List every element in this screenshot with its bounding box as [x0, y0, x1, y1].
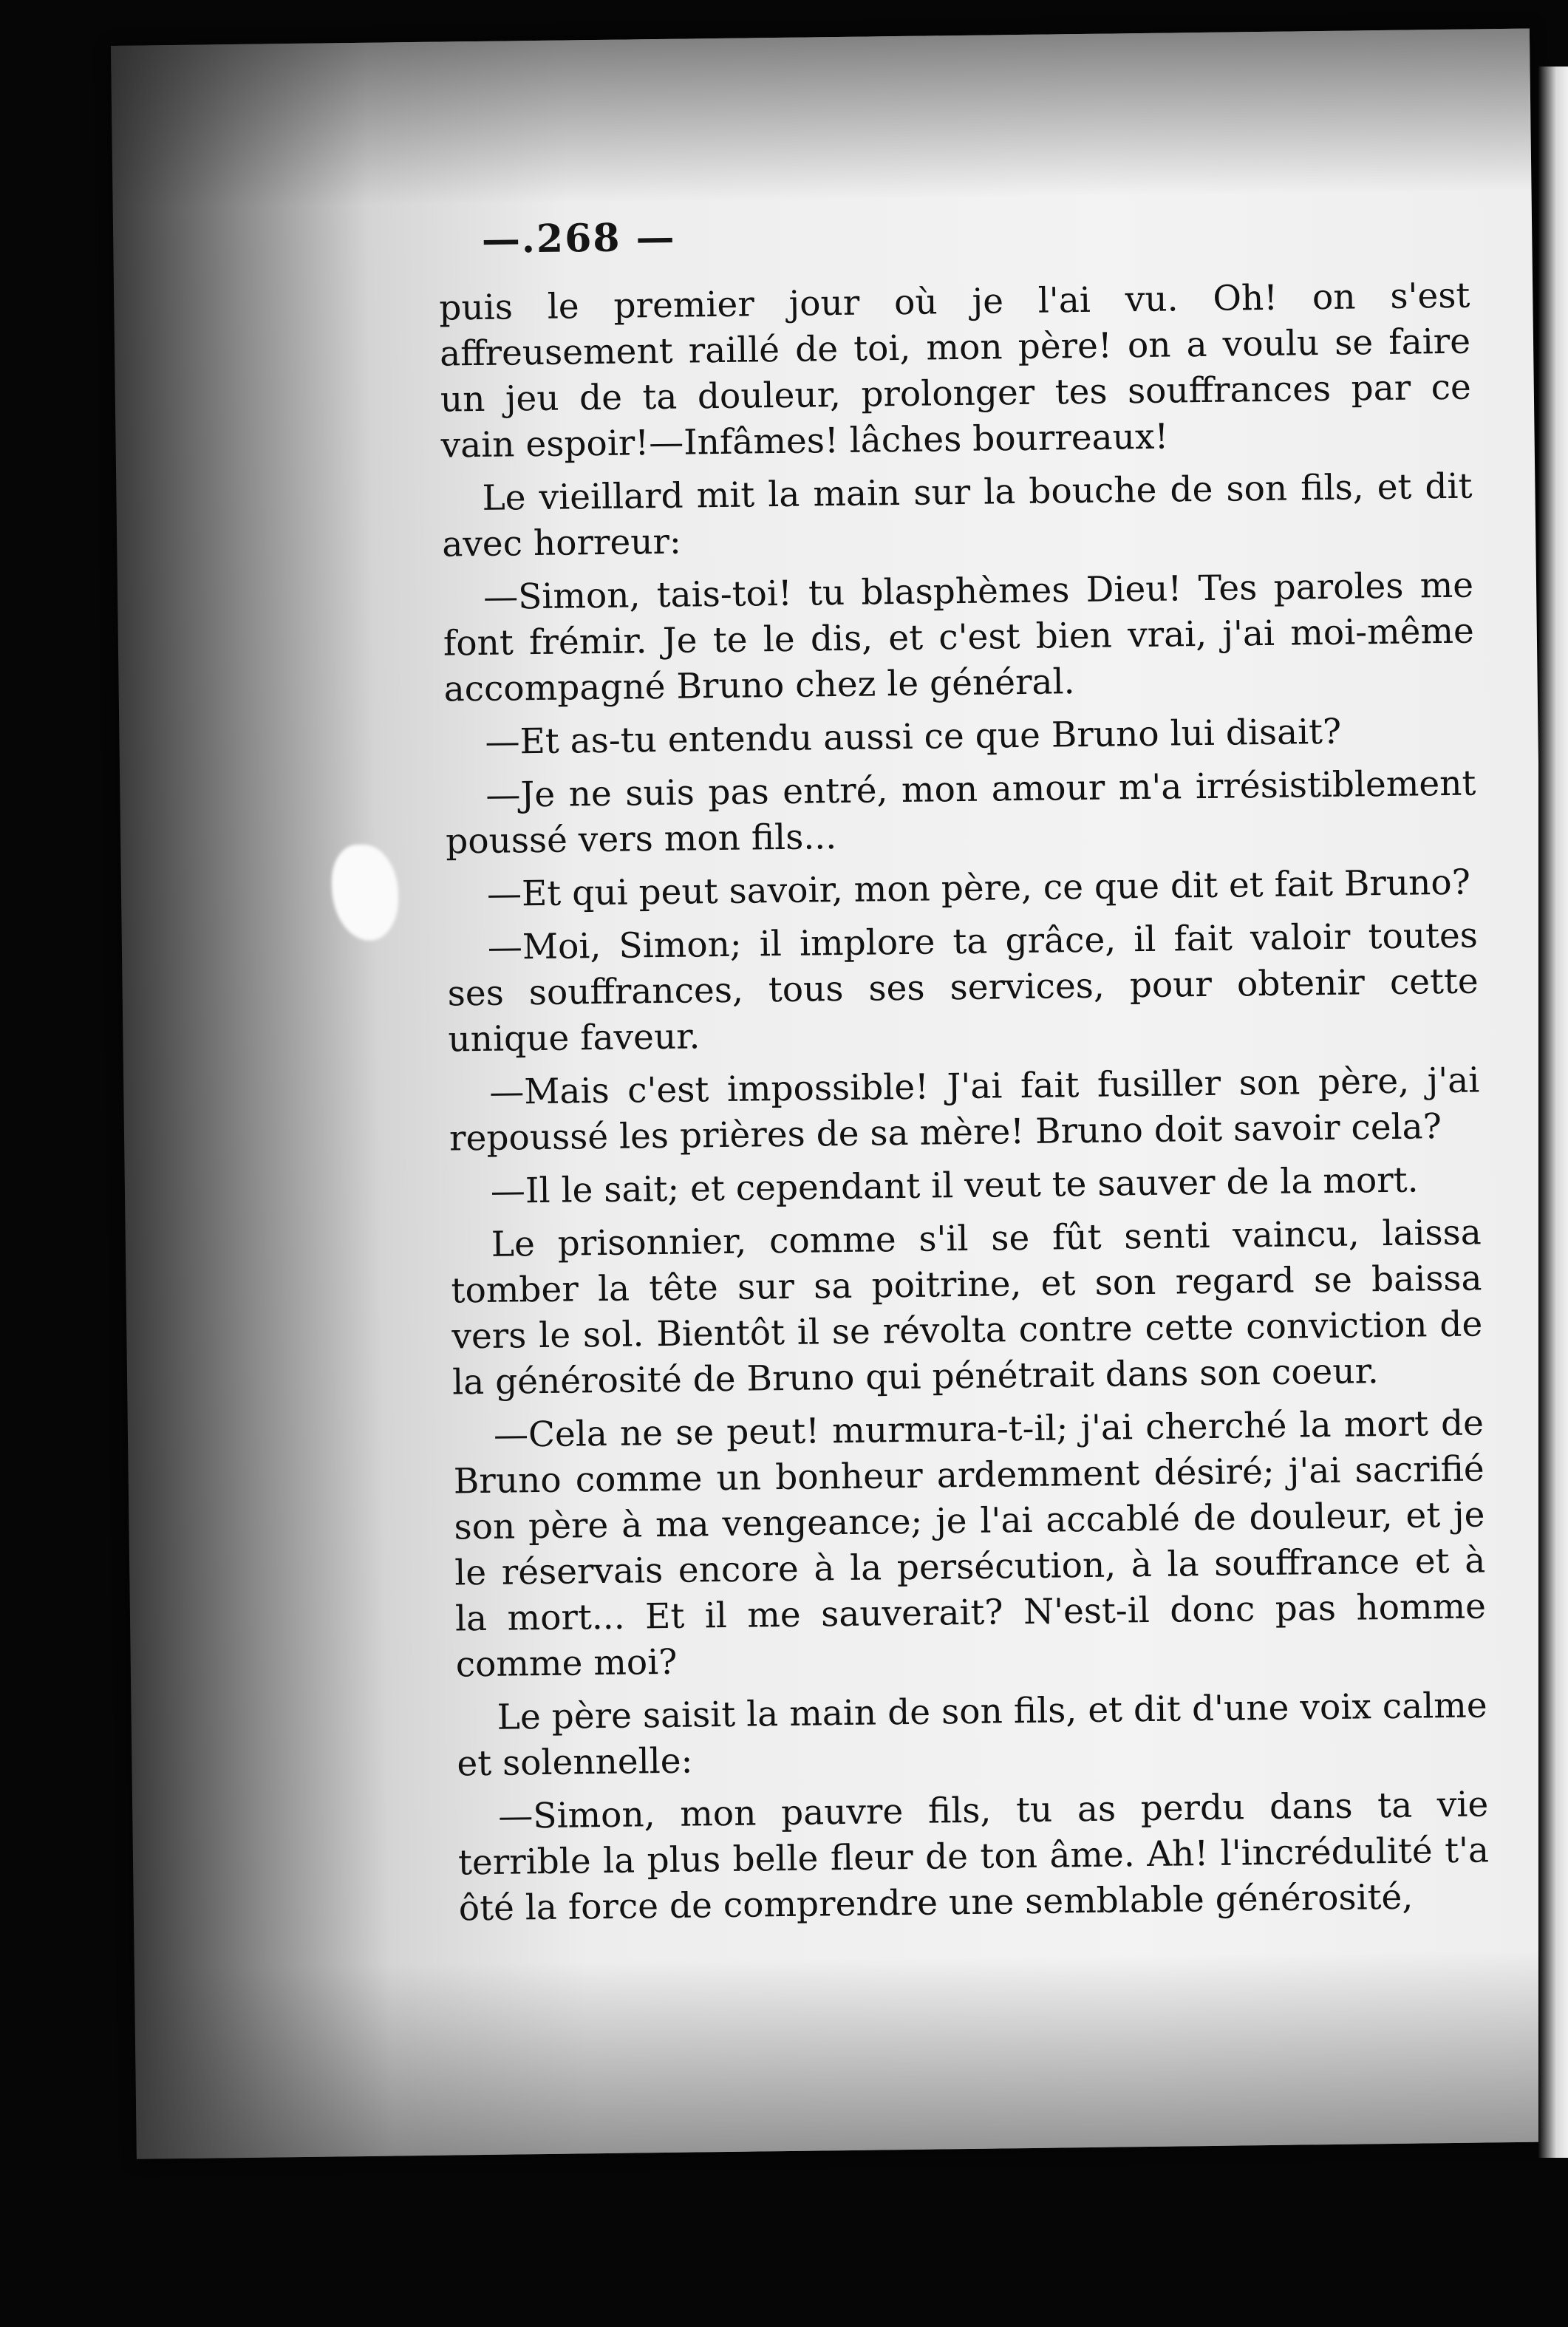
body-text — [439, 273, 1490, 1940]
paragraph: puis le premier jour où je l'ai vu. Oh! on s'est affreusement raillé de toi, mon père! on a voulu se faire un jeu de ta douleur, prolonger tes souffrances par ce vain espoir!—Infâmes! lâches bourreaux! — [439, 275, 1472, 466]
paragraph: —Cela ne se peut! murmura-t-il; j'ai cherché la mort de Bruno comme un bonheur ardemment désiré; j'ai sacrifié son père à ma vengeance; je l'ai accablé de douleur, et je le réservais encore à la persécution, à la souffrance et à la mort... Et il me sauverait? N'est-il donc pas homme comme moi? — [453, 1403, 1487, 1686]
adjacent-page-edge — [1538, 67, 1568, 2158]
paragraph: —Il le sait; et cependant il veut te sauver de la mort. — [490, 1159, 1419, 1212]
paragraph: Le père saisit la main de son fils, et dit d'une voix calme et solennelle: — [457, 1685, 1487, 1785]
page-number: —.268 — — [481, 214, 676, 262]
paper-damage-spot — [331, 844, 399, 941]
paragraph: —Simon, mon pauvre fils, tu as perdu dans ta vie terrible la plus belle fleur de ton âme. Ah! l'incrédulité t'a ôté la force de comprendre une semblable générosité, — [457, 1784, 1490, 1929]
paragraph: Le prisonnier, comme s'il se fût senti vaincu, laissa tomber la tête sur sa poitrine, et son regard se baissa vers le sol. Bientôt il se révolta contre cette conviction de la générosité de Bruno qui pénétrait dans son coeur. — [451, 1212, 1483, 1403]
paragraph: —Simon, tais-toi! tu blasphèmes Dieu! Tes paroles me font frémir. Je te le dis, et c'est bien vrai, j'ai moi-même accompagné Bruno chez le général. — [443, 565, 1475, 710]
paragraph: —Moi, Simon; il implore ta grâce, il fait valoir toutes ses souffrances, tous ses services, pour obtenir cette unique faveur. — [447, 915, 1479, 1060]
paragraph: —Et qui peut savoir, mon père, ce que dit et fait Bruno? — [486, 862, 1471, 915]
paragraph: —Et as-tu entendu aussi ce que Bruno lui disait? — [485, 711, 1342, 763]
book-page — [111, 29, 1555, 2159]
paragraph: —Mais c'est impossible! J'ai fait fusiller son père, j'ai repoussé les prières de sa mère! Bruno doit savoir cela? — [449, 1060, 1480, 1159]
paragraph: Le vieillard mit la main sur la bouche de son fils, et dit avec horreur: — [441, 466, 1473, 565]
paragraph: —Je ne suis pas entré, mon amour m'a irrésistiblement poussé vers mon fils... — [445, 763, 1476, 862]
